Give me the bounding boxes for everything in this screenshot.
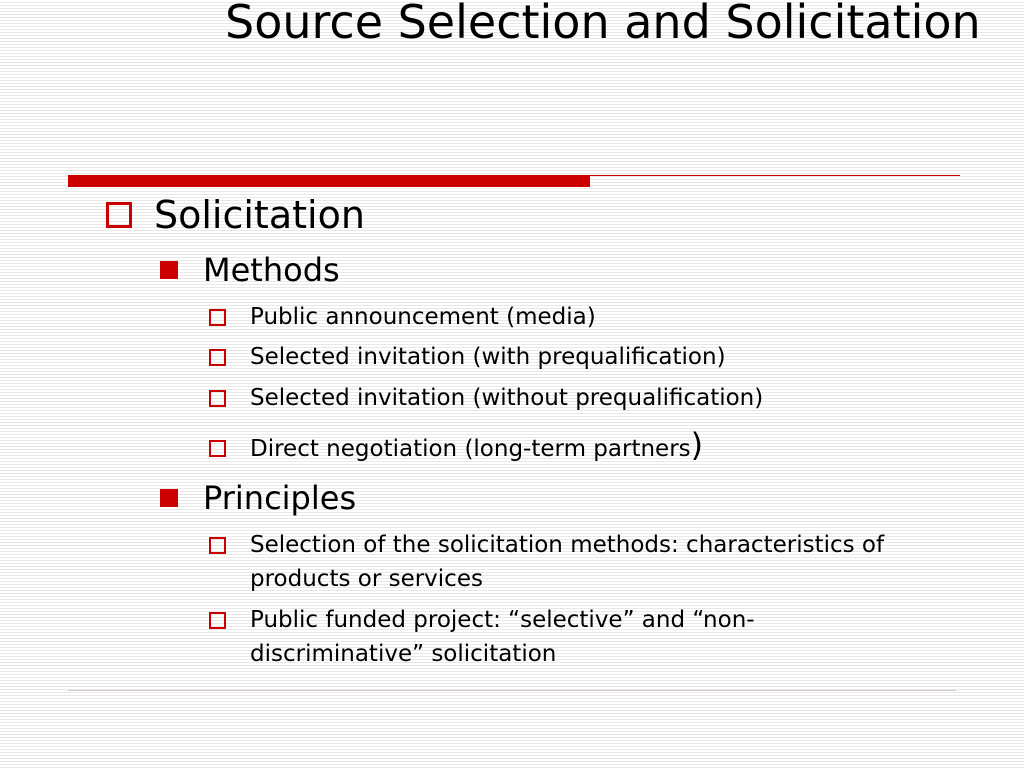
bullet-label: Direct negotiation (long-term partners (250, 436, 691, 462)
bullet-selected-without-prequal (209, 381, 909, 415)
bullet-label: Selection of the solicitation methods: characteristics of products or services (250, 532, 885, 592)
slide-title: Source Selection and Solicitation (225, 0, 981, 49)
bullet-methods (160, 250, 340, 290)
bullet-label: Public funded project: “selective” and “non-discriminative” solicitation (250, 607, 755, 667)
hollow-square-bullet-icon (106, 202, 132, 228)
bullet-public-announcement (209, 300, 909, 334)
footer-divider (68, 690, 956, 691)
title-divider-thick (68, 175, 590, 187)
hollow-square-bullet-icon (209, 537, 226, 554)
bullet-label: Principles (203, 479, 357, 517)
bullet-label: Selected invitation (with prequalification) (250, 344, 726, 370)
hollow-square-bullet-icon (209, 390, 226, 407)
bullet-solicitation (106, 192, 365, 238)
bullet-public-funded-project (209, 603, 909, 671)
bullet-selection-of-methods (209, 528, 909, 596)
bullet-selected-with-prequal (209, 340, 909, 374)
closing-parenthesis: ) (690, 426, 704, 464)
filled-square-bullet-icon (160, 489, 178, 507)
title-divider-thin (590, 175, 960, 176)
hollow-square-bullet-icon (209, 440, 226, 457)
bullet-label: Methods (203, 251, 340, 289)
bullet-label: Solicitation (154, 193, 365, 237)
hollow-square-bullet-icon (209, 349, 226, 366)
bullet-label: Public announcement (media) (250, 304, 596, 330)
bullet-principles (160, 478, 356, 518)
hollow-square-bullet-icon (209, 309, 226, 326)
bullet-direct-negotiation (209, 426, 909, 466)
hollow-square-bullet-icon (209, 612, 226, 629)
bullet-label: Selected invitation (without prequalification) (250, 385, 764, 411)
bullet-text-group (250, 426, 890, 466)
filled-square-bullet-icon (160, 261, 178, 279)
